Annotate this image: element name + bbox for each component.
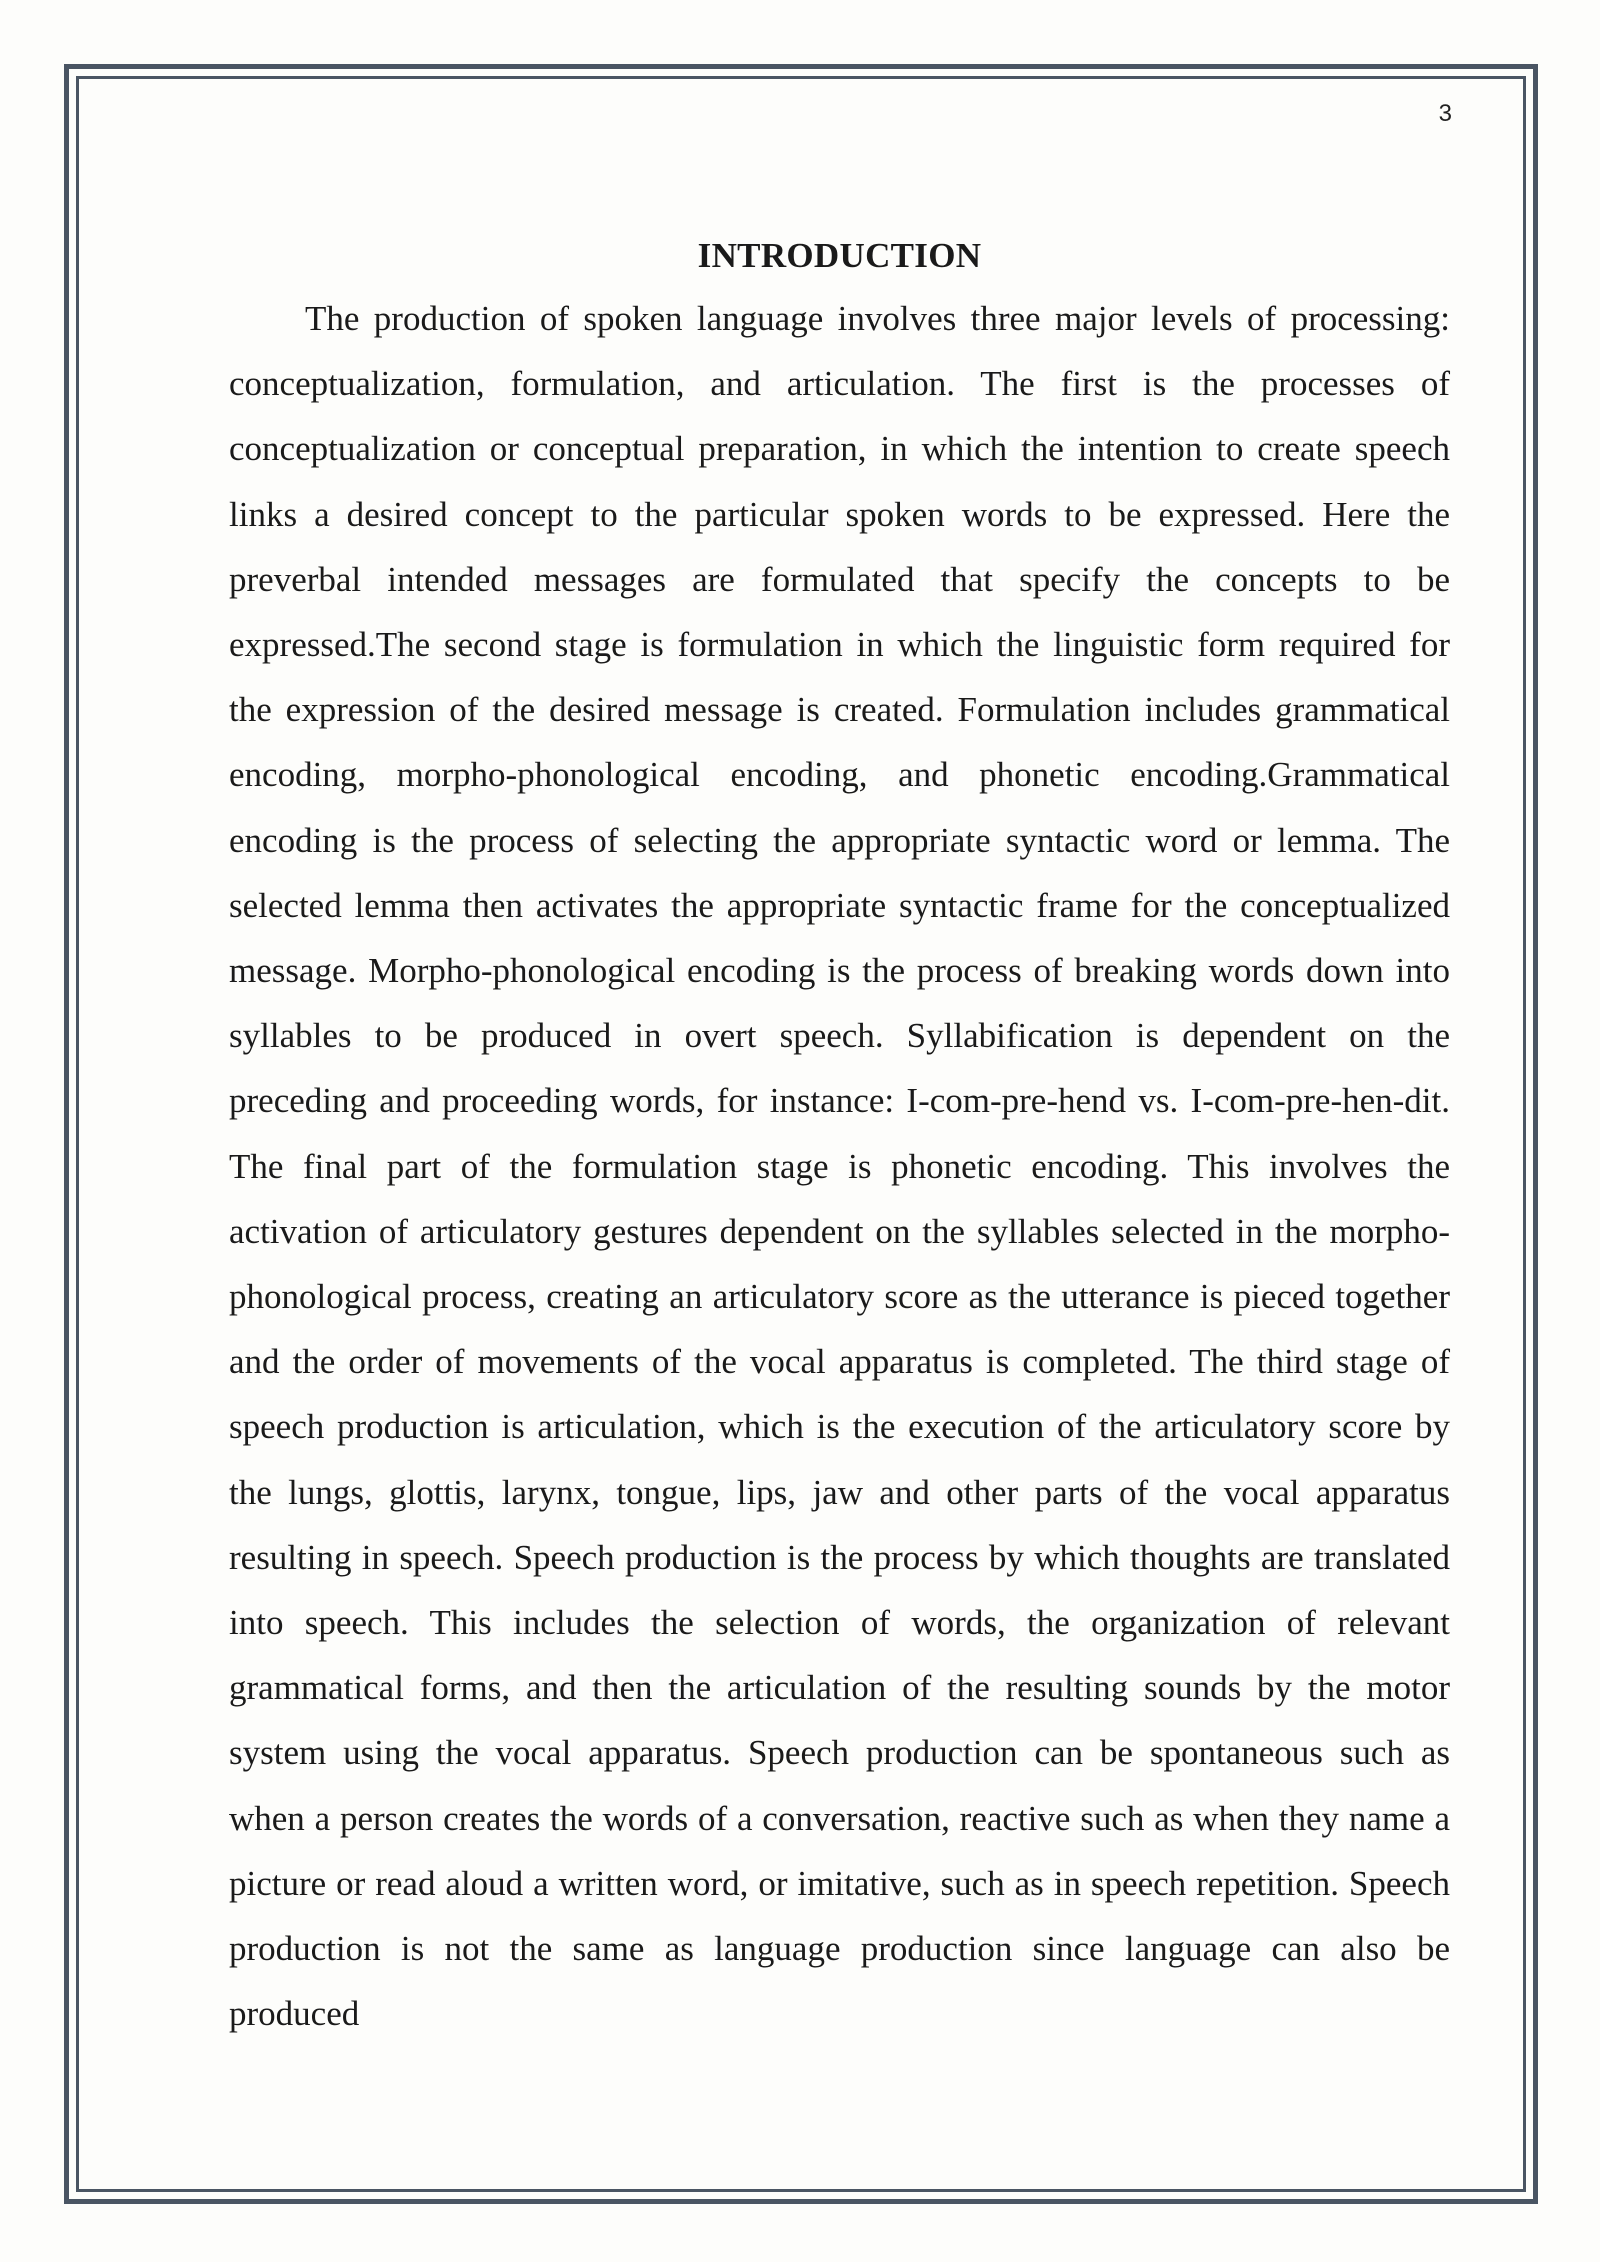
page-number: 3 [1438, 100, 1452, 127]
document-body [229, 226, 1450, 2046]
introduction-paragraph: The production of spoken language involves three major levels of processing: conceptualization, formulation, and articulation. The first is the processes of conceptualization or conceptual preparation, in which the intention to create speech links a desired concept to the particular spoken words to be expressed. Here the preverbal intended messages are formulated that specify the concepts to be expressed.The second stage is formulation in which the linguistic form required for the expression of the desired message is created. Formulation includes grammatical encoding, morpho-phonological encoding, and phonetic encoding.Grammatical encoding is the process of selecting the appropriate syntactic word or lemma. The selected lemma then activates the appropriate syntactic frame for the conceptualized message. Morpho-phonological encoding is the process of breaking words down into syllables to be produced in overt speech. Syllabification is dependent on the preceding and proceeding words, for instance: I-com-pre-hend vs. I-com-pre-hen-dit. The final part of the formulation stage is phonetic encoding. This involves the activation of articulatory gestures dependent on the syllables selected in the morpho-phonological process, creating an articulatory score as the utterance is pieced together and the order of movements of the vocal apparatus is completed. The third stage of speech production is articulation, which is the execution of the articulatory score by the lungs, glottis, larynx, tongue, lips, jaw and other parts of the vocal apparatus resulting in speech. Speech production is the process by which thoughts are translated into speech. This includes the selection of words, the organization of relevant grammatical forms, and then the articulation of the resulting sounds by the motor system using the vocal apparatus. Speech production can be spontaneous such as when a person creates the words of a conversation, reactive such as when they name a picture or read aloud a written word, or imitative, such as in speech repetition. Speech production is not the same as language production since language can also be produced [229, 299, 1450, 2034]
section-heading: INTRODUCTION [697, 236, 982, 275]
